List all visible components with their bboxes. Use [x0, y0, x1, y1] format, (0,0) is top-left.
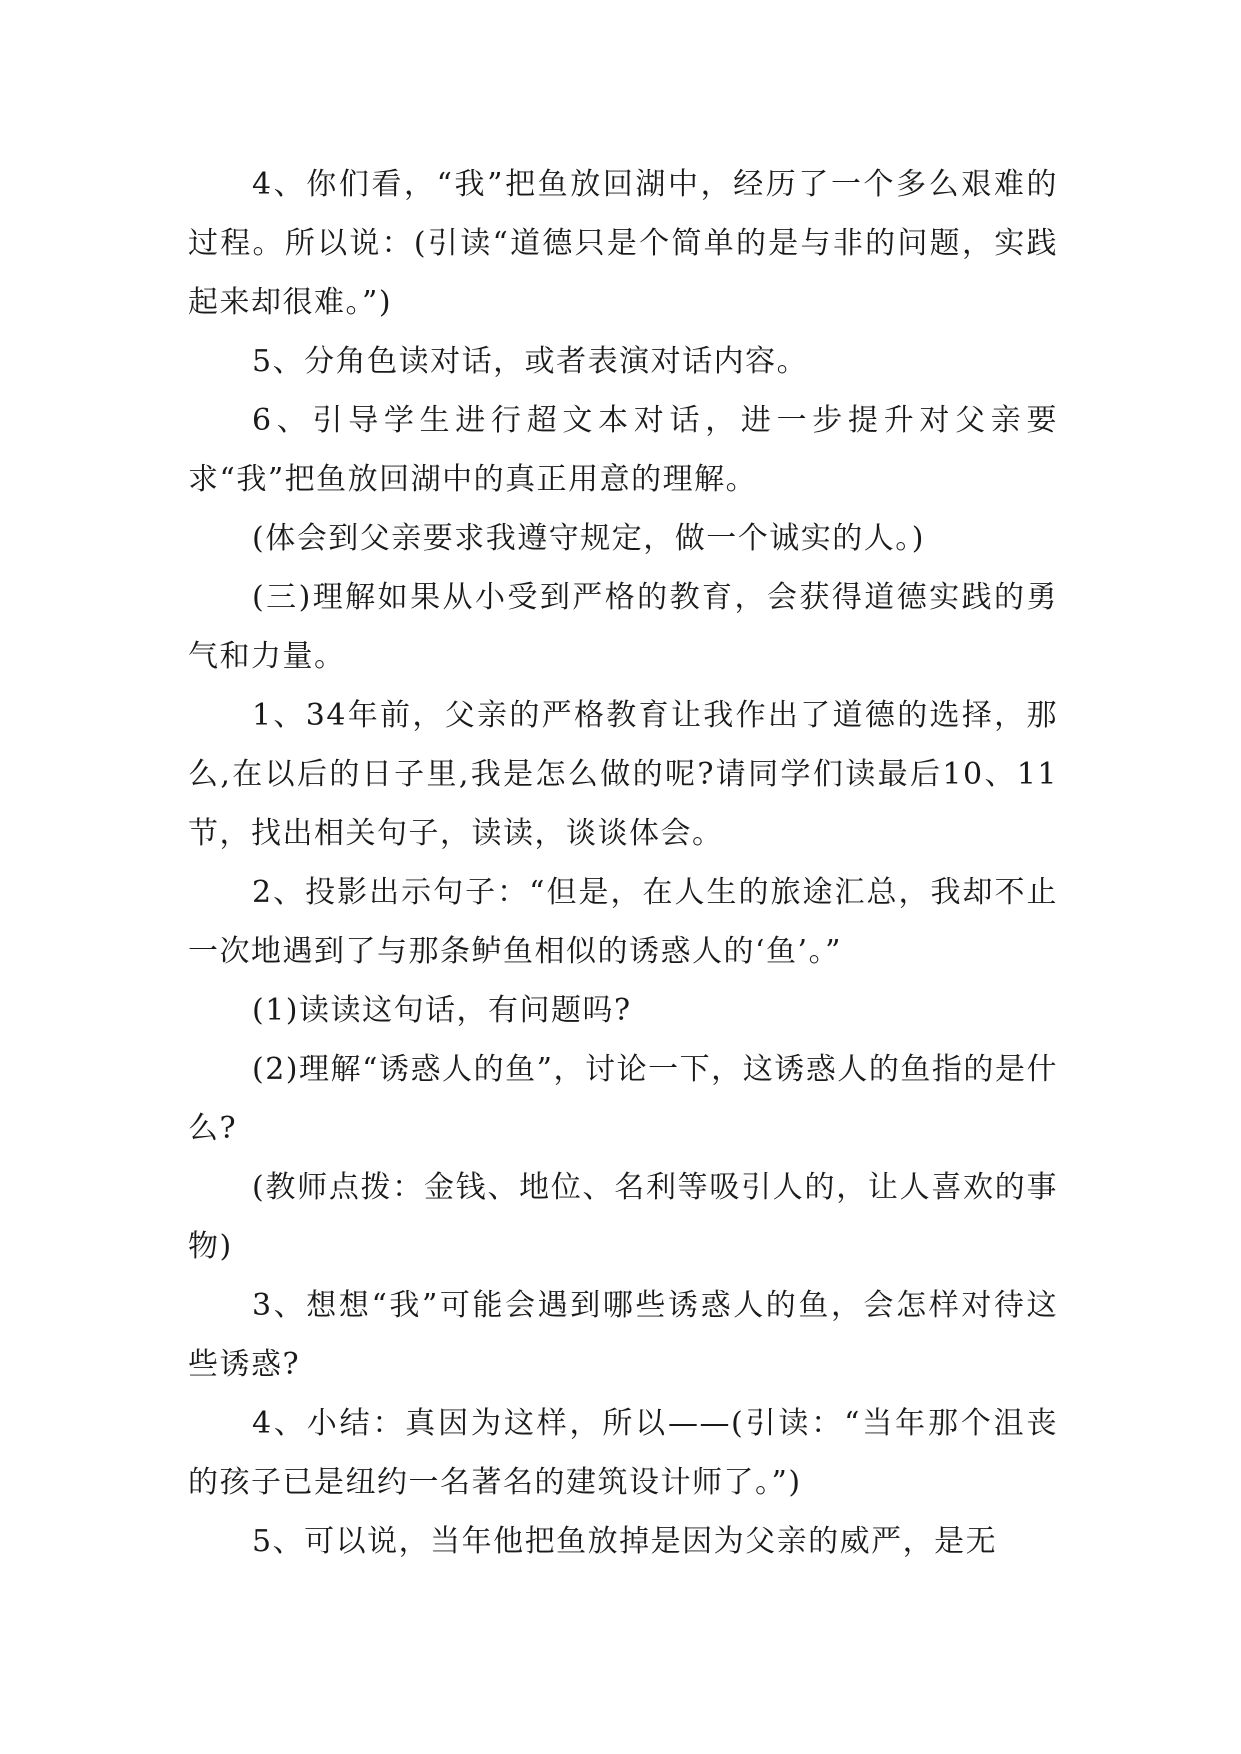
paragraph: 6、引导学生进行超文本对话，进一步提升对父亲要求“我”把鱼放回湖中的真正用意的理解。 — [188, 403, 1058, 497]
paragraph: 5、可以说，当年他把鱼放掉是因为父亲的威严，是无 — [252, 1524, 998, 1559]
paragraph: 4、你们看，“我”把鱼放回湖中，经历了一个多么艰难的过程。所以说：(引读“道德只是个简单的是与非的问题，实践起来却很难。”) — [188, 167, 1058, 320]
paragraph: 1、34年前，父亲的严格教育让我作出了道德的选择，那么,在以后的日子里,我是怎么做的呢?请同学们读最后10、11节，找出相关句子，读读，谈谈体会。 — [188, 698, 1058, 851]
paragraph: 3、想想“我”可能会遇到哪些诱惑人的鱼，会怎样对待这些诱惑? — [188, 1288, 1058, 1382]
paragraph: 5、分角色读对话，或者表演对话内容。 — [252, 344, 809, 379]
paragraph: 2、投影出示句子：“但是，在人生的旅途汇总，我却不止一次地遇到了与那条鲈鱼相似的诱惑人的‘鱼’。” — [188, 875, 1058, 969]
paragraph: 4、小结：真因为这样，所以——(引读：“当年那个沮丧的孩子已是纽约一名著名的建筑设计师了。”) — [188, 1406, 1058, 1500]
paragraph: (体会到父亲要求我遵守规定，做一个诚实的人。) — [252, 521, 925, 556]
paragraph: (教师点拨：金钱、地位、名利等吸引人的，让人喜欢的事物) — [188, 1170, 1058, 1264]
document-body — [188, 155, 1058, 1571]
paragraph: (2)理解“诱惑人的鱼”，讨论一下，这诱惑人的鱼指的是什么? — [188, 1052, 1058, 1146]
paragraph: (三)理解如果从小受到严格的教育，会获得道德实践的勇气和力量。 — [188, 580, 1058, 674]
paragraph: (1)读读这句话，有问题吗? — [252, 993, 632, 1028]
